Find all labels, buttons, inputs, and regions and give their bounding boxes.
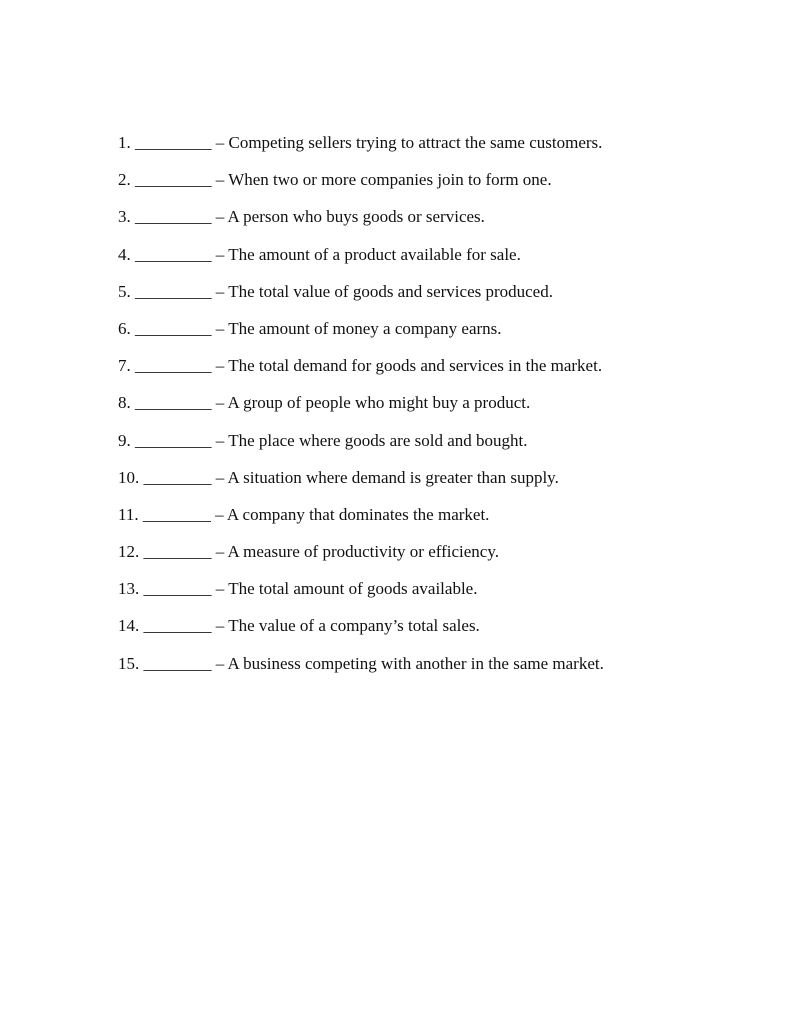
worksheet-question-8: 8. _________ – A group of people who might buy a product. [118, 393, 531, 413]
worksheet-question-15: 15. ________ – A business competing with another in the same market. [118, 653, 604, 673]
worksheet-question-4: 4. _________ – The amount of a product available for sale. [118, 244, 521, 264]
worksheet-question-10: 10. ________ – A situation where demand is greater than supply. [118, 467, 559, 487]
worksheet-question-3: 3. _________ – A person who buys goods or services. [118, 207, 485, 227]
worksheet-question-1: 1. _________ – Competing sellers trying to attract the same customers. [118, 133, 603, 152]
worksheet-question-13: 13. ________ – The total amount of goods available. [118, 579, 478, 599]
worksheet-question-11: 11. ________ – A company that dominates the market. [118, 504, 490, 524]
worksheet-question-12: 12. ________ – A measure of productivity or efficiency. [118, 542, 499, 562]
worksheet-question-14: 14. ________ – The value of a company’s total sales. [118, 616, 480, 636]
worksheet-question-7: 7. _________ – The total demand for goods and services in the market. [118, 356, 603, 376]
worksheet-question-5: 5. _________ – The total value of goods and services produced. [118, 281, 553, 301]
worksheet-question-6: 6. _________ – The amount of money a company earns. [118, 318, 502, 338]
worksheet-question-9: 9. _________ – The place where goods are sold and bought. [118, 430, 528, 450]
worksheet-question-list [118, 131, 758, 689]
worksheet-question-2: 2. _________ – When two or more companies join to form one. [118, 170, 552, 190]
